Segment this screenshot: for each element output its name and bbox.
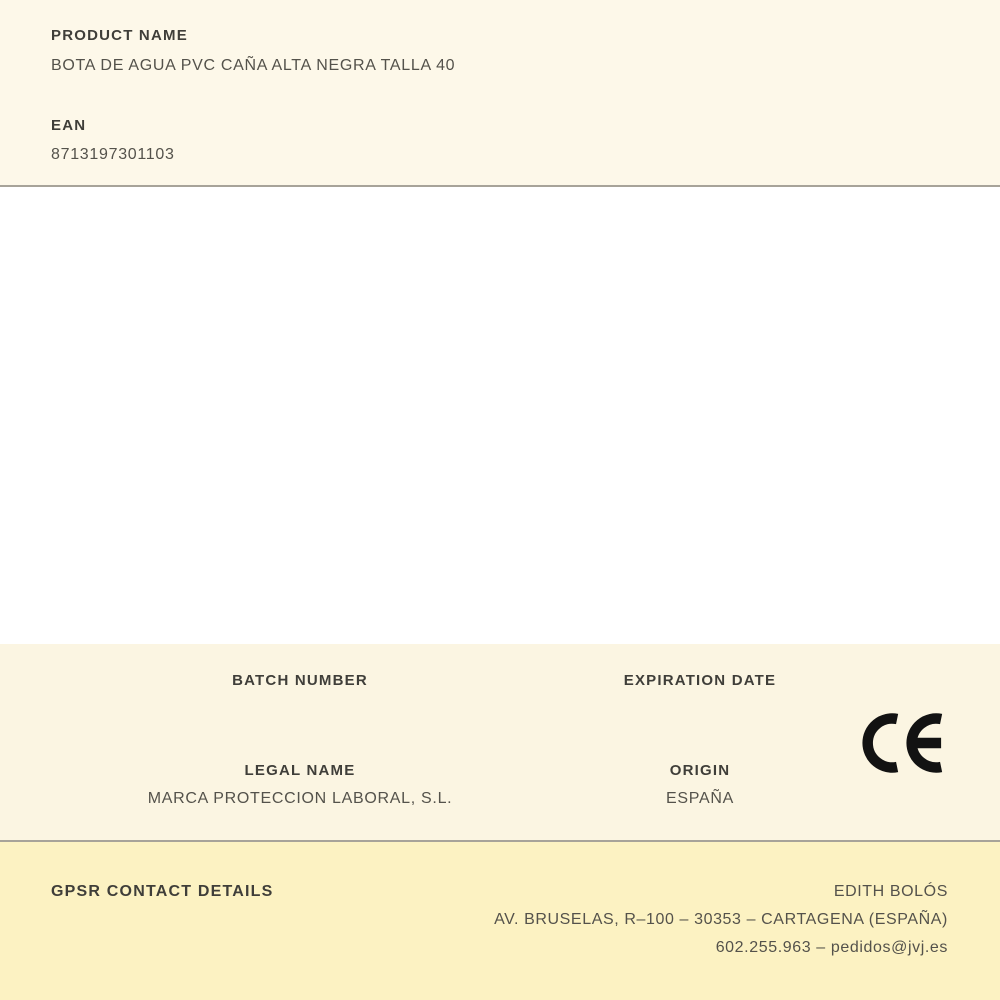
expiration-date-label: EXPIRATION DATE: [623, 672, 777, 689]
gpsr-contact-address: AV. BRUSELAS, R–100 – 30353 – CARTAGENA (ESPAÑA): [494, 911, 948, 928]
origin-group: [500, 762, 900, 808]
ean-value: 8713197301103: [51, 146, 175, 163]
product-name-value: BOTA DE AGUA PVC CAÑA ALTA NEGRA TALLA 40: [51, 57, 456, 74]
batch-info-section: [0, 644, 1000, 842]
origin-label: ORIGIN: [669, 762, 731, 779]
legal-name-value: MARCA PROTECCION LABORAL, S.L.: [147, 790, 453, 807]
batch-left-column: [100, 672, 500, 808]
product-image-placeholder: [0, 187, 1000, 644]
gpsr-contact-block: [494, 878, 948, 962]
gpsr-contact-phone-email: 602.255.963 – pedidos@jvj.es: [715, 939, 948, 956]
ce-mark-icon: [860, 712, 944, 774]
gpsr-contact-name: EDITH BOLÓS: [833, 883, 948, 900]
ean-label: EAN: [51, 117, 87, 134]
product-name-label: PRODUCT NAME: [51, 27, 188, 44]
gpsr-contact-section: [0, 842, 1000, 1000]
batch-info-grid: [100, 672, 900, 808]
batch-right-column: [500, 672, 900, 808]
legal-name-label: LEGAL NAME: [244, 762, 356, 779]
legal-name-group: [100, 762, 500, 808]
batch-number-label: BATCH NUMBER: [232, 672, 368, 689]
product-header-section: [0, 0, 1000, 187]
origin-value: ESPAÑA: [666, 790, 734, 807]
gpsr-contact-label: GPSR CONTACT DETAILS: [51, 883, 274, 900]
